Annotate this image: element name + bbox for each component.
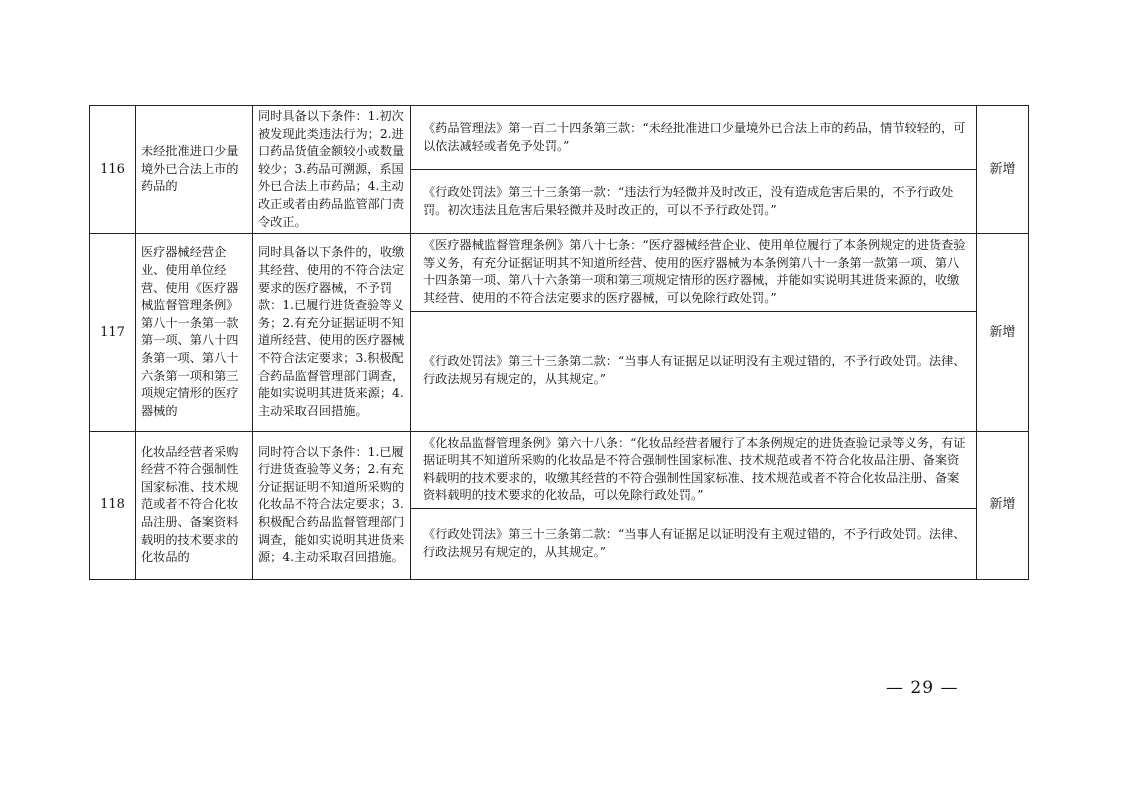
legal-basis: 《行政处罚法》第三十三条第二款：“当事人有证据足以证明没有主观过错的，不予行政处罚。法律、行政法规另有规定的，从其规定。” [411,311,977,431]
table-row [90,106,1029,170]
legal-basis: 《医疗器械监督管理条例》第八十七条：“医疗器械经营企业、使用单位履行了本条例规定的进货查验等义务，有充分证据证明其不知道所经营、使用的医疗器械为本条例第八十一条第一款第一项、第八十四条第一项、第八十六条第一项和第三项规定情形的医疗器械，并能如实说明其进货来源的，收缴其经营、使用的不符合法定要求的医疗器械，可以免除行政处罚。” [411,234,977,311]
legal-basis: 《化妆品监督管理条例》第六十八条：“化妆品经营者履行了本条例规定的进货查验记录等义务，有证据证明其不知道所采购的化妆品是不符合强制性国家标准、技术规范或者不符合化妆品注册、备案资料载明的技术要求的，收缴其经营的不符合强制性国家标准、技术规范或者不符合化妆品注册、备案资料载明的技术要求的化妆品，可以免除行政处罚。” [411,431,977,508]
row-number: 117 [90,234,136,431]
status-label: 新增 [977,431,1029,579]
legal-basis: 《药品管理法》第一百二十四条第三款：“未经批准进口少量境外已合法上市的药品，情节较轻的，可以依法减轻或者免予处罚。” [411,106,977,170]
violation-item: 未经批准进口少量境外已合法上市的药品的 [136,106,253,234]
violation-item: 化妆品经营者采购经营不符合强制性国家标准、技术规范或者不符合化妆品注册、备案资料载明的技术要求的化妆品的 [136,431,253,579]
status-label: 新增 [977,234,1029,431]
row-number: 116 [90,106,136,234]
measures-table [89,105,1029,580]
legal-basis: 《行政处罚法》第三十三条第一款：“违法行为轻微并及时改正，没有造成危害后果的，不予行政处罚。初次违法且危害后果轻微并及时改正的，可以不予行政处罚。” [411,170,977,234]
exemption-conditions: 同时具备以下条件的，收缴其经营、使用的不符合法定要求的医疗器械，不予罚款：1.已履行进货查验等义务；2.有充分证据证明不知道所经营、使用的医疗器械不符合法定要求；3.积极配合药品监督管理部门调查，能如实说明其进货来源；4.主动采取召回措施。 [253,234,411,431]
status-label: 新增 [977,106,1029,234]
legal-basis: 《行政处罚法》第三十三条第二款：“当事人有证据足以证明没有主观过错的，不予行政处罚。法律、行政法规另有规定的，从其规定。” [411,508,977,579]
row-number: 118 [90,431,136,579]
table-row [90,431,1029,508]
table-row [90,234,1029,311]
violation-item: 医疗器械经营企业、使用单位经营、使用《医疗器械监督管理条例》第八十一条第一款第一项、第八十四条第一项、第八十六条第一项和第三项规定情形的医疗器械的 [136,234,253,431]
exemption-conditions: 同时符合以下条件：1.已履行进货查验等义务；2.有充分证据证明不知道所采购的化妆品不符合法定要求；3.积极配合药品监督管理部门调查，能如实说明其进货来源；4.主动采取召回措施。 [253,431,411,579]
page-number: — 29 — [886,678,959,698]
exemption-conditions: 同时具备以下条件：1.初次被发现此类违法行为；2.进口药品货值金额较小或数量较少；3.药品可溯源，系国外已合法上市药品；4.主动改正或者由药品监管部门责令改正。 [253,106,411,234]
